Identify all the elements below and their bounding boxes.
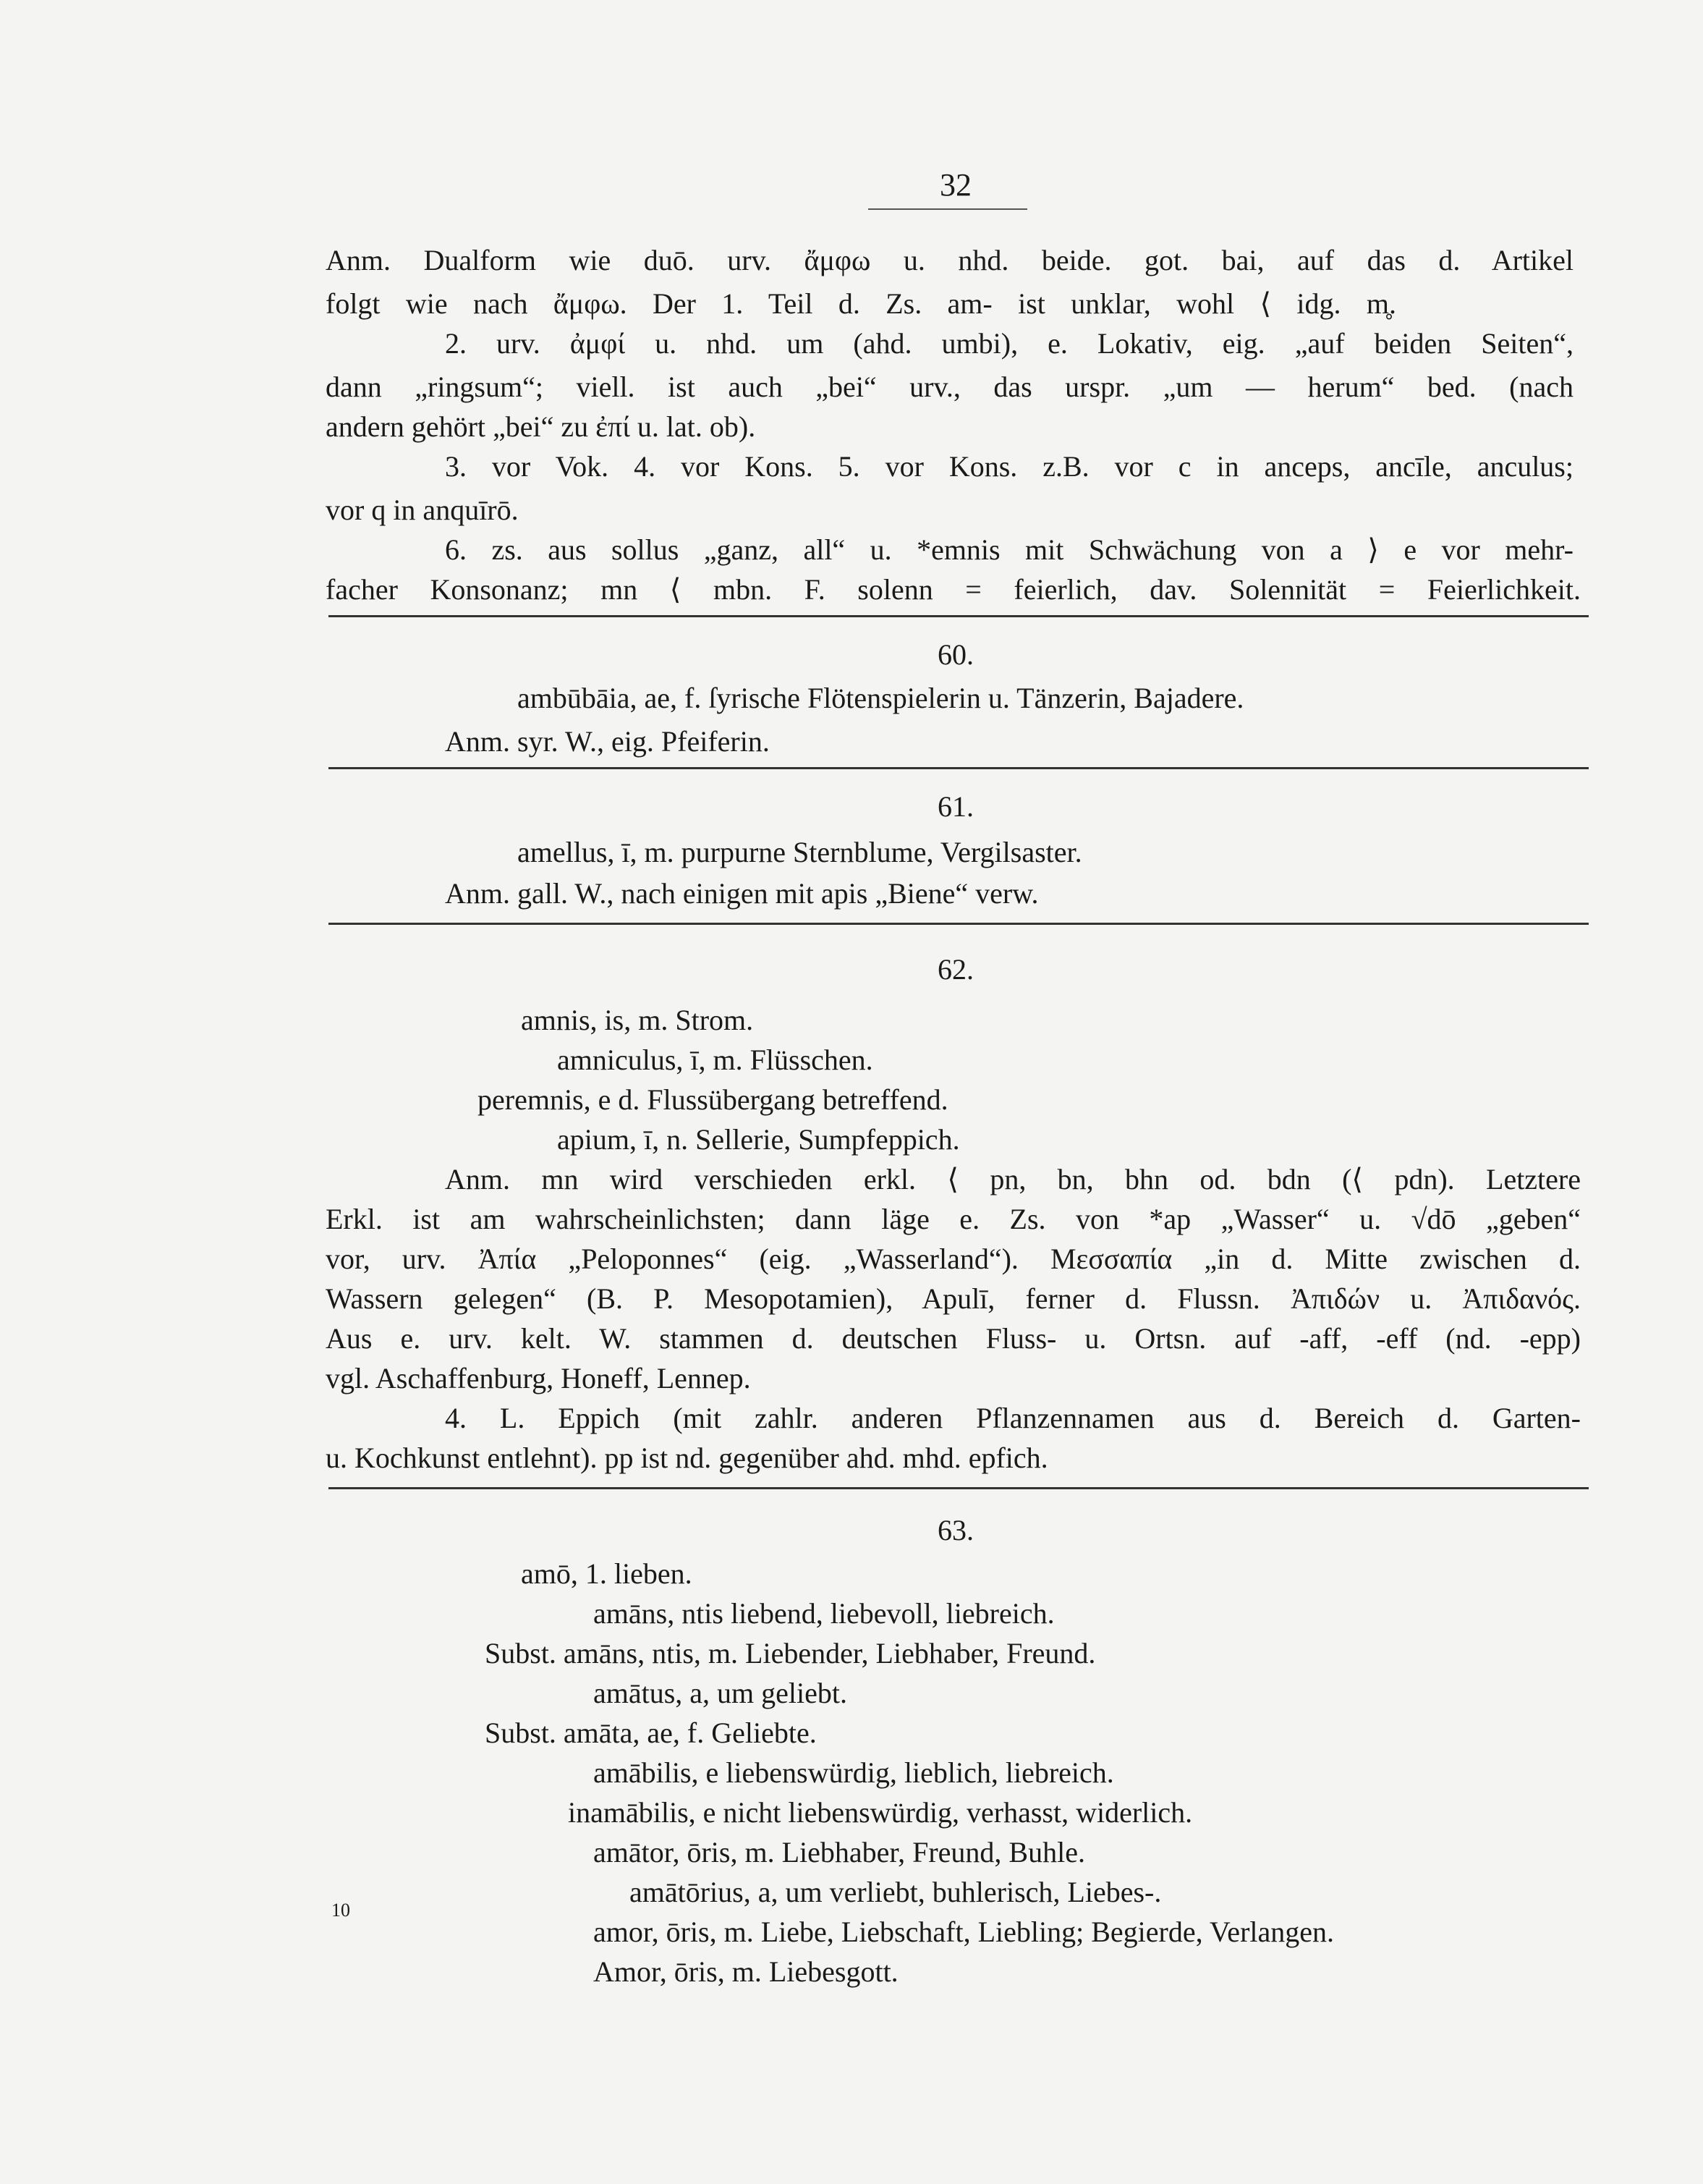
entry-line: Subst. amāta, ae, f. Geliebte. <box>485 1717 817 1749</box>
section-divider <box>328 767 1589 769</box>
intro-line: dann „ringsum“; viell. ist auch „bei“ urv., das urspr. „um — herum“ bed. (nach <box>326 371 1574 403</box>
section-divider <box>328 1487 1589 1489</box>
entry-line: amellus, ī, m. purpurne Sternblume, Vergilsaster. <box>517 836 1082 868</box>
entry-note: vgl. Aschaffenburg, Honeff, Lennep. <box>326 1362 751 1394</box>
entry-line: amor, ōris, m. Liebe, Liebschaft, Liebling; Begierde, Verlangen. <box>593 1916 1335 1948</box>
section-number-63: 63. <box>938 1514 974 1546</box>
entry-note: u. Kochkunst entlehnt). pp ist nd. gegenüber ahd. mhd. epfich. <box>326 1442 1048 1474</box>
entry-line: amō, 1. lieben. <box>521 1557 692 1590</box>
entry-line: amātōrius, a, um verliebt, buhlerisch, Liebes-. <box>629 1876 1162 1908</box>
entry-note: vor, urv. Ἀπία „Peloponnes“ (eig. „Wasserland“). Μεσσαπία „in d. Mitte zwischen d. <box>326 1243 1581 1275</box>
entry-note: Anm. syr. W., eig. Pfeiferin. <box>445 725 770 758</box>
page-number: 32 <box>940 167 972 203</box>
entry-line: amniculus, ī, m. Flüsschen. <box>557 1044 873 1076</box>
entry-line: amābilis, e liebenswürdig, lieblich, liebreich. <box>593 1756 1114 1789</box>
intro-line: 6. zs. aus sollus „ganz, all“ u. *emnis mit Schwächung von a ⟩ e vor mehr- <box>445 533 1574 566</box>
entry-line: Amor, ōris, m. Liebesgott. <box>593 1955 899 1988</box>
intro-line: folgt wie nach ἄμφω. Der 1. Teil d. Zs. am- ist unklar, wohl ⟨ idg. m̥. <box>326 287 1396 320</box>
entry-note: Erkl. ist am wahrscheinlichsten; dann läge e. Zs. von *ap „Wasser“ u. √dō „geben“ <box>326 1203 1581 1235</box>
entry-line: ambūbāia, ae, f. ſyrische Flötenspielerin u. Tänzerin, Bajadere. <box>517 682 1244 714</box>
intro-line: andern gehört „bei“ zu ἐπί u. lat. ob). <box>326 410 756 443</box>
section-number-60: 60. <box>938 638 974 671</box>
entry-line: peremnis, e d. Flussübergang betreffend. <box>477 1083 948 1116</box>
intro-line: Anm. Dualform wie duō. urv. ἄμφω u. nhd. beide. got. bai, auf das d. Artikel <box>326 244 1574 276</box>
entry-line: apium, ī, n. Sellerie, Sumpfeppich. <box>557 1123 960 1156</box>
entry-line: amnis, is, m. Strom. <box>521 1004 754 1036</box>
entry-note: 4. L. Eppich (mit zahlr. anderen Pflanzennamen aus d. Bereich d. Garten- <box>445 1402 1581 1434</box>
intro-line: vor q in anquīrō. <box>326 494 519 526</box>
margin-line-number: 10 <box>331 1900 350 1921</box>
entry-line: amātus, a, um geliebt. <box>593 1677 848 1709</box>
book-page <box>326 0 1586 2184</box>
intro-line: 2. urv. ἀμφί u. nhd. um (ahd. umbi), e. Lokativ, eig. „auf beiden Seiten“, <box>445 327 1574 360</box>
entry-line: amāns, ntis liebend, liebevoll, liebreich. <box>593 1597 1055 1630</box>
entry-note: Aus e. urv. kelt. W. stammen d. deutschen Fluss- u. Ortsn. auf -aff, -eff (nd. -epp) <box>326 1322 1581 1355</box>
section-divider <box>328 923 1589 925</box>
entry-note: Anm. mn wird verschieden erkl. ⟨ pn, bn, bhn od. bdn (⟨ pdn). Letztere <box>445 1163 1581 1195</box>
entry-note: Wassern gelegen“ (B. P. Mesopotamien), Apulī, ferner d. Flussn. Ἀπιδών u. Ἀπιδανός. <box>326 1282 1581 1315</box>
entry-line: amātor, ōris, m. Liebhaber, Freund, Buhle. <box>593 1836 1085 1868</box>
section-divider <box>328 615 1589 617</box>
section-number-62: 62. <box>938 953 974 986</box>
entry-line: inamābilis, e nicht liebenswürdig, verhasst, widerlich. <box>568 1796 1193 1829</box>
intro-line: facher Konsonanz; mn ⟨ mbn. F. solenn = feierlich, dav. Solennität = Feierlichkeit. <box>326 573 1581 606</box>
section-number-61: 61. <box>938 790 974 823</box>
page-number-rule <box>868 208 1027 210</box>
entry-note: Anm. gall. W., nach einigen mit apis „Biene“ verw. <box>445 877 1039 910</box>
intro-line: 3. vor Vok. 4. vor Kons. 5. vor Kons. z.B. vor c in anceps, ancīle, anculus; <box>445 450 1574 483</box>
entry-line: Subst. amāns, ntis, m. Liebender, Liebhaber, Freund. <box>485 1637 1096 1669</box>
